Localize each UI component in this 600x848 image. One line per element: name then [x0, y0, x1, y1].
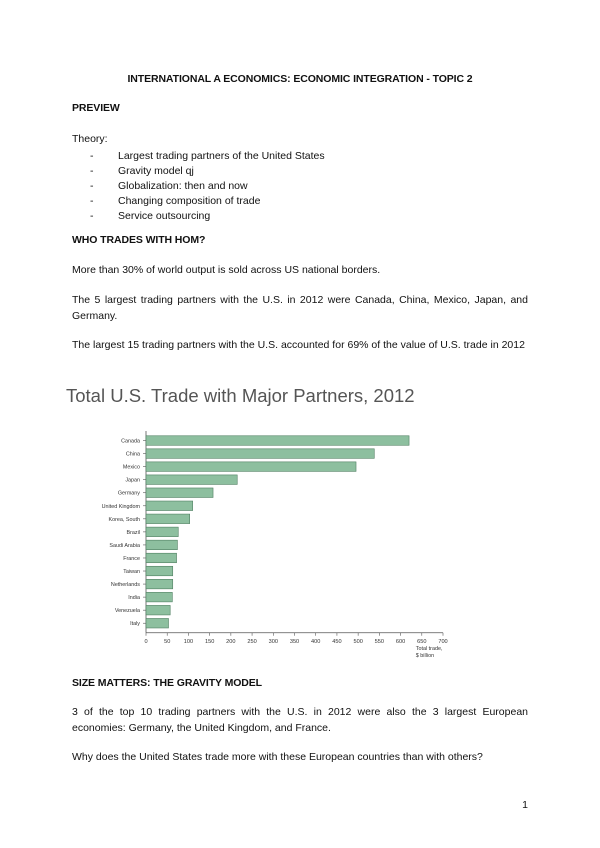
chart-title: Total U.S. Trade with Major Partners, 2012: [66, 385, 415, 406]
x-tick-label: 300: [268, 638, 278, 645]
x-tick-label: 50: [164, 638, 171, 645]
x-axis-label: Total trade,: [415, 645, 443, 652]
category-label: China: [125, 451, 140, 458]
page-number: 1: [522, 799, 528, 811]
list-item-text: Globalization: then and now: [118, 180, 248, 192]
category-label: Saudi Arabia: [109, 542, 140, 549]
category-label: United Kingdom: [101, 503, 140, 510]
bar: [146, 605, 170, 615]
bar: [146, 475, 237, 485]
category-label: Japan: [125, 477, 140, 484]
bar: [146, 553, 177, 563]
bar: [146, 488, 213, 498]
gravity-model-heading: SIZE MATTERS: THE GRAVITY MODEL: [72, 677, 262, 689]
document-title: INTERNATIONAL A ECONOMICS: ECONOMIC INTEGRATION - TOPIC 2: [127, 73, 473, 85]
x-tick-label: 150: [204, 638, 215, 645]
list-item-text: Changing composition of trade: [118, 195, 261, 207]
x-tick-label: 500: [353, 638, 363, 645]
x-tick-label: 100: [183, 638, 194, 645]
x-tick-label: 0: [144, 638, 148, 645]
paragraph: The largest 15 trading partners with the U.S. accounted for 69% of the value of U.S. trade in 2012: [72, 339, 525, 351]
list-dash: -: [90, 180, 94, 192]
list-dash: -: [90, 210, 94, 222]
theory-section: [72, 132, 325, 224]
list-item: [72, 164, 325, 179]
x-tick-label: 450: [332, 638, 342, 645]
category-label: Netherlands: [110, 582, 140, 589]
who-trades-heading: WHO TRADES WITH HOM?: [72, 234, 206, 246]
category-label: Italy: [130, 621, 140, 628]
list-item-text: Largest trading partners of the United States: [118, 150, 325, 162]
bar: [146, 592, 172, 602]
paragraph: Why does the United States trade more with these European countries than with others?: [72, 751, 483, 763]
chart-plot-area: [102, 431, 448, 659]
list-item: [72, 149, 325, 164]
bar: [146, 514, 190, 524]
list-item: [72, 194, 325, 209]
bar: [146, 501, 193, 511]
list-item-text: Service outsourcing: [118, 210, 211, 222]
trade-bar-chart: [60, 376, 470, 666]
bar: [146, 566, 173, 576]
category-label: Venezuela: [114, 608, 140, 615]
category-label: India: [128, 595, 140, 602]
list-dash: -: [90, 195, 94, 207]
category-label: Korea, South: [108, 516, 140, 523]
bar: [146, 449, 374, 459]
bar: [146, 462, 356, 472]
x-tick-label: 650: [417, 638, 427, 645]
x-tick-label: 600: [395, 638, 406, 645]
category-label: Germany: [117, 490, 140, 497]
x-tick-label: 350: [289, 638, 300, 645]
category-label: France: [123, 555, 140, 562]
list-dash: -: [90, 150, 94, 162]
category-label: Mexico: [122, 464, 140, 471]
category-label: Canada: [121, 438, 140, 445]
x-tick-label: 700: [438, 638, 448, 645]
bar: [146, 436, 409, 446]
x-tick-label: 550: [374, 638, 385, 645]
preview-heading: PREVIEW: [72, 102, 120, 114]
x-tick-label: 400: [311, 638, 321, 645]
bar: [146, 618, 168, 628]
category-label: Taiwan: [123, 569, 140, 576]
list-item-text: Gravity model qj: [118, 165, 194, 177]
category-label: Brazil: [126, 529, 140, 536]
bar: [146, 579, 173, 589]
paragraph: More than 30% of world output is sold across US national borders.: [72, 264, 381, 276]
theory-label: Theory:: [72, 133, 108, 145]
x-tick-label: 200: [226, 638, 236, 645]
bar: [146, 527, 178, 537]
list-item: [72, 209, 325, 224]
x-tick-label: 250: [247, 638, 257, 645]
list-item: [72, 179, 325, 194]
paragraph: 3 of the top 10 trading partners with the U.S. in 2012 were also the 3 largest European economies: Germany, the United Kingdom, and France.: [72, 706, 528, 734]
list-dash: -: [90, 165, 94, 177]
theory-list: [72, 149, 325, 224]
x-axis-label: $ billion: [415, 652, 435, 659]
bar: [146, 540, 177, 550]
paragraph: The 5 largest trading partners with the U.S. in 2012 were Canada, China, Mexico, Japan, and Germany.: [72, 294, 528, 322]
